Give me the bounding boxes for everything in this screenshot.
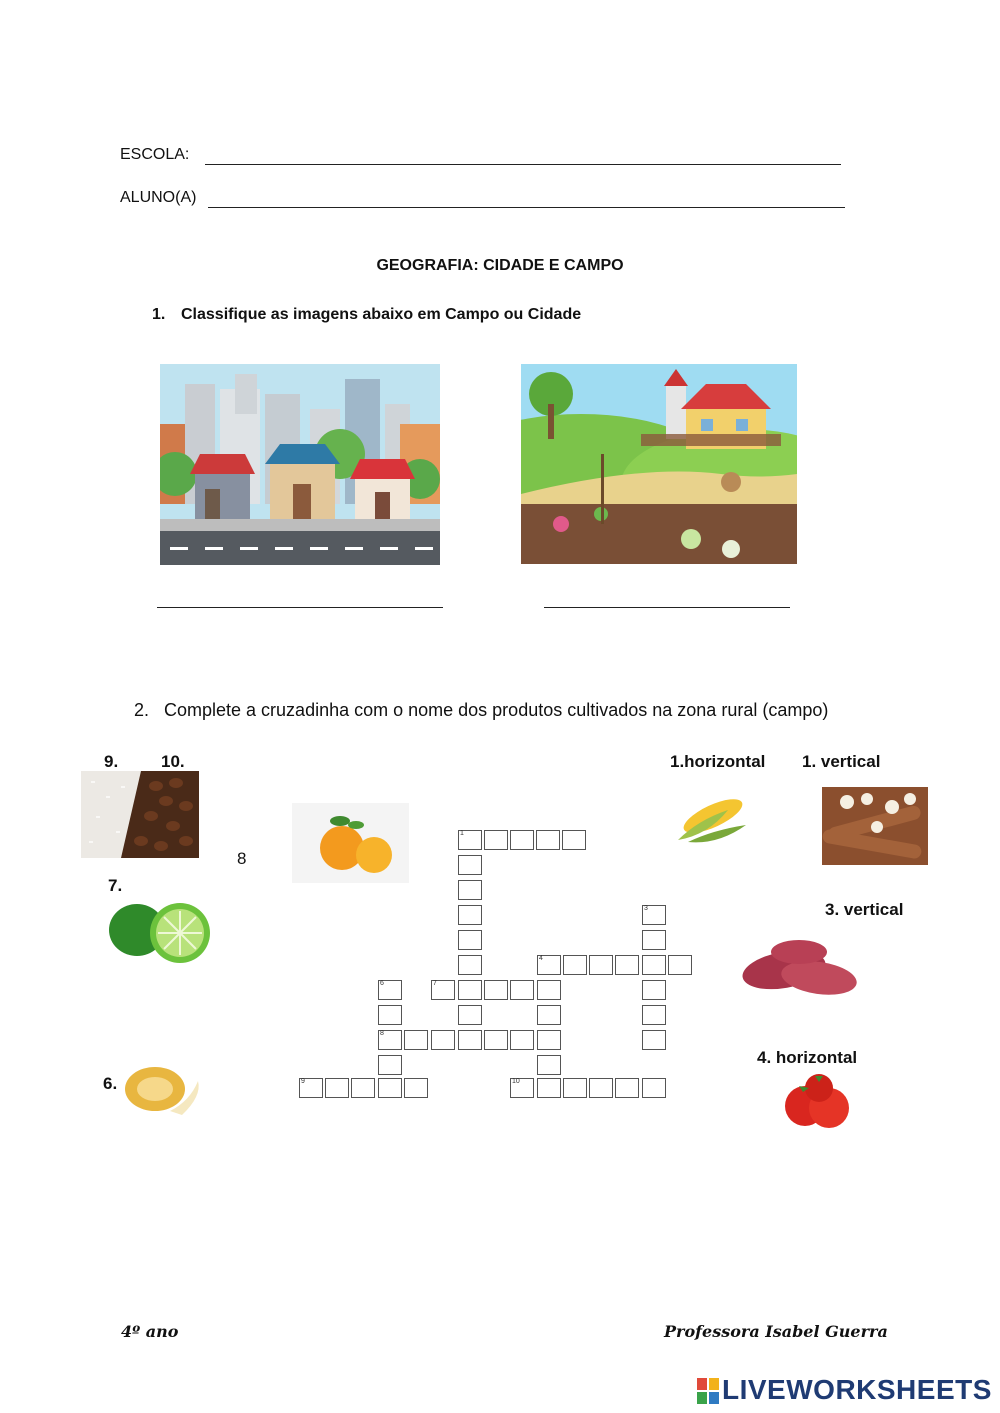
crossword-number-1: 1 bbox=[460, 830, 464, 837]
crossword-cell[interactable] bbox=[563, 955, 587, 975]
page-title: GEOGRAFIA: CIDADE E CAMPO bbox=[376, 257, 624, 274]
crossword-number-10: 10 bbox=[512, 1078, 520, 1085]
crossword-cell[interactable] bbox=[642, 930, 666, 950]
liveworksheets-logo-icon bbox=[697, 1378, 719, 1404]
clue-label-7: 7. bbox=[108, 876, 123, 895]
crossword-cell[interactable] bbox=[537, 980, 561, 1000]
clue-label-10: 10. bbox=[161, 752, 185, 771]
crossword-cell[interactable] bbox=[537, 955, 561, 975]
crossword-cell[interactable] bbox=[615, 955, 639, 975]
crossword-cell[interactable] bbox=[378, 1055, 402, 1075]
crossword-cell[interactable] bbox=[510, 980, 534, 1000]
question2-text: Complete a cruzadinha com o nome dos produtos cultivados na zona rural (campo) bbox=[164, 700, 829, 720]
crossword-number-8: 8 bbox=[380, 1030, 384, 1037]
crossword-cell[interactable] bbox=[642, 955, 666, 975]
crossword-cell[interactable] bbox=[536, 830, 560, 850]
crossword-cell[interactable] bbox=[642, 1078, 666, 1098]
clue-label-6: 6. bbox=[103, 1074, 118, 1093]
clue-label-1-horizontal: 1.horizontal bbox=[670, 752, 766, 771]
question2-number: 2. bbox=[134, 700, 150, 720]
crossword-cell[interactable] bbox=[458, 955, 482, 975]
crossword-cell[interactable] bbox=[378, 980, 402, 1000]
crossword-cell[interactable] bbox=[537, 1030, 561, 1050]
crossword-cell[interactable] bbox=[458, 1005, 482, 1025]
crossword-cell[interactable] bbox=[668, 955, 692, 975]
crossword-cell[interactable] bbox=[589, 955, 613, 975]
clue-label-1-vertical: 1. vertical bbox=[802, 752, 881, 771]
clue-label-9: 9. bbox=[104, 752, 119, 771]
crossword-cell[interactable] bbox=[537, 1055, 561, 1075]
crossword-cell[interactable] bbox=[484, 980, 508, 1000]
crossword-cell[interactable] bbox=[563, 1078, 587, 1098]
crossword-cell[interactable] bbox=[642, 1030, 666, 1050]
clue-label-3-vertical: 3. vertical bbox=[825, 900, 904, 919]
crossword-cell[interactable] bbox=[351, 1078, 375, 1098]
crossword-cell[interactable] bbox=[431, 1030, 455, 1050]
crossword-number-3: 3 bbox=[644, 905, 648, 912]
crossword-cell[interactable] bbox=[404, 1030, 428, 1050]
crossword-cell[interactable] bbox=[510, 1030, 534, 1050]
crossword-cell[interactable] bbox=[378, 1078, 402, 1098]
crossword-cell[interactable] bbox=[642, 1005, 666, 1025]
crossword-cell[interactable] bbox=[562, 830, 586, 850]
crossword-cell[interactable] bbox=[458, 880, 482, 900]
crossword-cell[interactable] bbox=[510, 1078, 534, 1098]
crossword-cell[interactable] bbox=[404, 1078, 428, 1098]
clue-label-4-horizontal: 4. horizontal bbox=[757, 1048, 858, 1067]
clue-label-8: 8 bbox=[237, 849, 247, 868]
crossword-cell[interactable] bbox=[378, 1005, 402, 1025]
crossword-number-9: 9 bbox=[301, 1078, 305, 1085]
crossword-cell[interactable] bbox=[537, 1078, 561, 1098]
crossword-number-7: 7 bbox=[433, 980, 437, 987]
crossword-cell[interactable] bbox=[537, 1005, 561, 1025]
crossword-cell[interactable] bbox=[589, 1078, 613, 1098]
question1-number: 1. bbox=[152, 306, 166, 323]
grade-label: 4º ano bbox=[121, 1322, 179, 1341]
crossword-cell[interactable] bbox=[642, 980, 666, 1000]
crossword-cell[interactable] bbox=[458, 905, 482, 925]
crossword-cell[interactable] bbox=[299, 1078, 323, 1098]
crossword-cell[interactable] bbox=[484, 830, 508, 850]
crossword-cell[interactable] bbox=[458, 980, 482, 1000]
crossword-cell[interactable] bbox=[458, 930, 482, 950]
crossword-cell[interactable] bbox=[325, 1078, 349, 1098]
crossword-cell[interactable] bbox=[615, 1078, 639, 1098]
crossword-cell[interactable] bbox=[642, 905, 666, 925]
student-label: ALUNO(A) bbox=[120, 189, 197, 206]
crossword-cell[interactable] bbox=[458, 1030, 482, 1050]
crossword-cell[interactable] bbox=[458, 830, 482, 850]
crossword-cell[interactable] bbox=[510, 830, 534, 850]
crossword-cell[interactable] bbox=[378, 1030, 402, 1050]
crossword-cell[interactable] bbox=[484, 1030, 508, 1050]
liveworksheets-brand[interactable]: LIVEWORKSHEETS bbox=[722, 1374, 992, 1405]
crossword-cell[interactable] bbox=[458, 855, 482, 875]
teacher-signature: Professora Isabel Guerra bbox=[664, 1322, 888, 1341]
question1-text: Classifique as imagens abaixo em Campo ou Cidade bbox=[181, 306, 582, 323]
crossword-cell[interactable] bbox=[431, 980, 455, 1000]
crossword-number-6: 6 bbox=[380, 980, 384, 987]
crossword-number-4: 4 bbox=[539, 955, 543, 962]
school-label: ESCOLA: bbox=[120, 146, 190, 163]
